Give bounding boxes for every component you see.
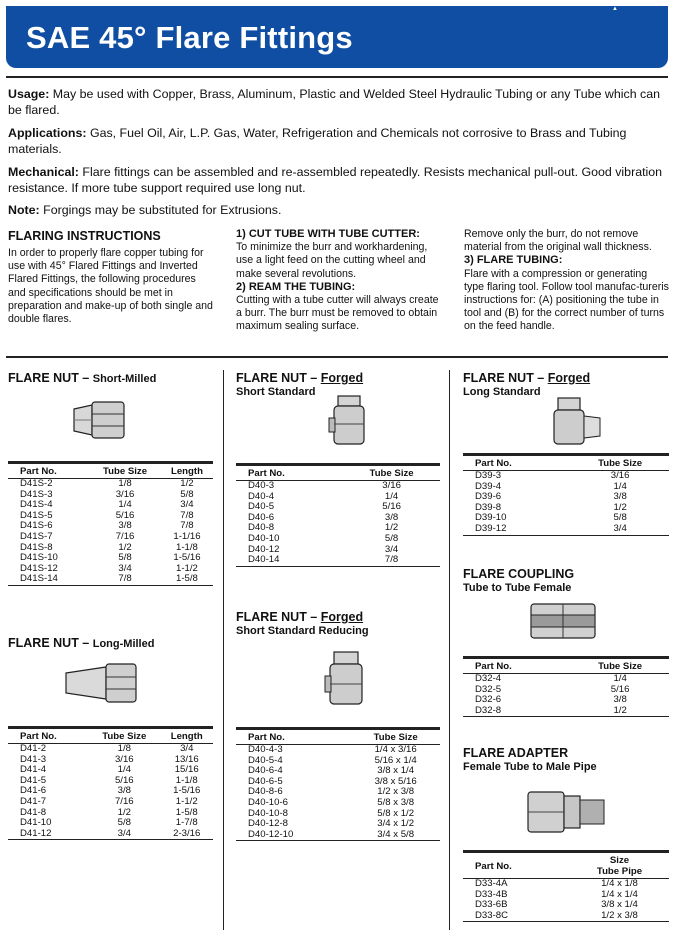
mechanical-label: Mechanical: (8, 165, 79, 179)
table-cell: 1/4 (117, 764, 131, 776)
table-cell: 1/2 (384, 522, 399, 534)
table-cell: 5/8 (117, 817, 131, 829)
coupling-section (463, 567, 574, 594)
table-cell: 1-5/8 (175, 806, 198, 818)
step3-title: 3) FLARE TUBING: (464, 254, 563, 267)
part-number-cell: D32-8 (463, 706, 571, 717)
table-cell: 2-3/16 (160, 829, 213, 840)
step2-title: 2) REAM THE TUBING: (236, 280, 356, 293)
table-cell: 1/4 (613, 480, 627, 492)
section-title (8, 371, 156, 385)
table-cell: 3/4 (180, 743, 194, 754)
part-number-cell: D32-4 (475, 673, 502, 684)
part-number-cell: D40-4 (248, 490, 275, 502)
table-cell: 1-7/8 (175, 817, 198, 829)
table-row (236, 534, 440, 545)
table-cell: 1/2 (613, 501, 627, 513)
table-row (463, 706, 669, 717)
coupling-table (463, 656, 669, 717)
instructions-col3 (464, 228, 669, 334)
table-row (8, 797, 213, 808)
table-cell: 3/8 (613, 694, 627, 706)
part-number-cell: D40-14 (236, 555, 343, 566)
section-title (8, 636, 154, 650)
column-header: Length (161, 463, 213, 479)
column-header: Tube Size (343, 465, 440, 481)
table-row (8, 532, 213, 543)
table-cell: 7/16 (115, 530, 135, 542)
table-cell: 1-1/2 (176, 562, 198, 574)
table-cell: 1/8 (117, 743, 131, 754)
part-number-cell: D40-12-10 (236, 830, 351, 841)
corner-arrow-icon: ▲ (612, 6, 618, 12)
table-row (8, 574, 213, 585)
title-banner (6, 6, 668, 68)
short-reducing-section (236, 610, 369, 637)
table-cell: 5/16 (114, 774, 134, 786)
part-number-cell: D40-8-6 (248, 786, 283, 798)
section-title: FLARE COUPLING (463, 567, 575, 581)
part-number-cell: D40-10-8 (248, 807, 288, 819)
table-cell: 5/16 (382, 501, 401, 513)
part-number-cell: D41S-5 (20, 509, 53, 521)
table-row (236, 830, 440, 841)
long-milled-flare-nut-image (62, 660, 142, 706)
part-number-cell: D39-12 (463, 524, 571, 535)
section-subtitle: Short Standard Reducing (236, 625, 369, 637)
part-number-cell: D40-4-3 (248, 744, 283, 755)
section-title-main: FLARE NUT – (236, 371, 318, 385)
section-title-main: FLARE NUT – (8, 371, 90, 385)
part-number-cell: D41-7 (20, 795, 47, 807)
part-number-cell: D41-6 (20, 785, 47, 797)
table-cell: 1/2 (571, 706, 669, 717)
applications-label: Applications: (8, 126, 87, 140)
usage-label: Usage: (8, 87, 50, 101)
section-title-suffix: Forged (320, 610, 364, 624)
table-cell: 1/8 (118, 478, 132, 489)
part-number-cell: D40-12 (248, 543, 280, 555)
table-cell: 3/8 (613, 491, 627, 503)
table-row (8, 744, 213, 755)
table-cell: 5/16 x 1/4 (374, 754, 417, 766)
short-milled-table (8, 461, 213, 586)
short-milled-flare-nut-image (70, 397, 132, 443)
step1-title: 1) CUT TUBE WITH TUBE CUTTER: (236, 228, 420, 240)
mechanical-text: Flare fittings can be assembled and re-assembled repeatedly. Resists mechanical pull-out. Good vibration resistance. If more tube support required use long nut. (8, 165, 663, 195)
step1-text: To minimize the burr and workhardening, use a light feed on the cutting wheel and make several revolutions. (236, 241, 428, 280)
table-cell: 7/8 (180, 509, 194, 521)
table-cell: 3/16 (114, 753, 134, 765)
table-cell: 5/8 (180, 488, 194, 500)
table-row (236, 555, 440, 566)
table-cell: 3/4 (571, 524, 669, 535)
table-cell: 5/8 (118, 552, 132, 564)
part-number-cell: D41S-8 (20, 541, 53, 553)
table-cell: 3/4 x 5/8 (351, 830, 440, 841)
section-title (236, 610, 369, 624)
table-cell: 3/4 (88, 829, 160, 840)
column-header: Part No. (463, 852, 570, 879)
part-number-cell: D40-5 (248, 501, 275, 513)
table-row (463, 879, 669, 890)
section-subtitle: Tube to Tube Female (463, 582, 572, 594)
part-number-cell: D41-2 (20, 743, 47, 754)
table-cell: 1/4 (613, 673, 627, 684)
part-number-cell: D40-3 (248, 480, 275, 491)
section-title-suffix: Forged (547, 371, 591, 385)
section-subtitle: Short Standard (236, 386, 316, 398)
part-number-cell: D32-6 (475, 694, 502, 706)
part-number-cell: D33-4B (475, 888, 508, 900)
table-cell: 1-1/16 (173, 530, 201, 542)
table-cell: 15/16 (174, 764, 199, 776)
column-header: Tube Size (89, 463, 161, 479)
table-cell: 3/8 x 1/4 (377, 765, 415, 777)
part-number-cell: D40-8 (248, 522, 275, 534)
table-cell: 1-5/16 (173, 785, 201, 797)
column-divider (449, 370, 450, 930)
table-cell: 5/8 (613, 512, 627, 524)
column-header: Part No. (463, 658, 571, 674)
mechanical-paragraph (8, 165, 668, 196)
part-number-cell: D39-3 (475, 470, 502, 481)
section-title-main: FLARE NUT – (8, 636, 90, 650)
section-title-suffix: Short-Milled (92, 373, 157, 385)
table-cell: 1/2 x 3/8 (377, 786, 415, 798)
column-header: Part No. (8, 463, 89, 479)
table-cell: 5/16 (610, 683, 630, 695)
flare-adapter-image (524, 782, 608, 842)
part-number-cell: D33-6B (475, 899, 508, 911)
table-cell: 3/8 (117, 785, 131, 797)
table-cell: 3/8 x 5/16 (374, 775, 417, 787)
table-cell: 7/8 (343, 555, 440, 566)
part-number-cell: D40-12-8 (248, 818, 288, 830)
instructions-col2 (236, 228, 446, 334)
part-number-cell: D41-8 (20, 806, 47, 818)
table-cell: 1-5/16 (173, 552, 201, 564)
divider (6, 76, 668, 78)
table-cell: 13/16 (174, 753, 199, 765)
column-header: Part No. (236, 729, 351, 745)
column-header-line: Size (609, 855, 630, 866)
table-cell: 3/4 (180, 499, 194, 511)
table-cell: 7/8 (180, 520, 194, 532)
column-header: Length (160, 728, 213, 744)
flaring-instructions-heading: FLARING INSTRUCTIONS (8, 229, 161, 243)
section-title (463, 371, 590, 385)
page-title: SAE 45° Flare Fittings (26, 20, 353, 55)
table-cell: 1-1/2 (175, 795, 198, 807)
table-cell: 7/8 (89, 574, 161, 585)
step3-text: Flare with a compression or generating type flaring tool. Follow tool manufac-tureris instructions for: (A) positioning the tube in tool and (B) for the correct number of turns on the feed handle. (464, 267, 669, 333)
usage-paragraph (8, 87, 668, 118)
table-cell: 1-1/8 (175, 774, 198, 786)
section-subtitle: Female Tube to Male Pipe (463, 761, 597, 773)
part-number-cell: D40-10-6 (248, 796, 288, 808)
part-number-cell: D41-10 (20, 817, 52, 829)
table-cell: 1-5/8 (161, 574, 213, 585)
long-milled-section (8, 636, 154, 650)
table-cell: 3/8 (384, 511, 399, 523)
table-cell: 5/8 (384, 532, 399, 544)
part-number-cell: D33-4A (475, 878, 508, 889)
part-number-cell: D41-4 (20, 764, 47, 776)
table-cell: 3/16 (610, 470, 630, 481)
column-header: Tube Size (571, 455, 669, 471)
note-text: Forgings may be substituted for Extrusions. (43, 203, 282, 217)
table-cell: 1/2 (118, 541, 132, 553)
part-number-cell: D41S-4 (20, 499, 53, 511)
step2-continued-text: Remove only the burr, do not remove material from the original wall thickness. (464, 228, 652, 254)
column-header: Tube Size (571, 658, 669, 674)
table-row (236, 745, 440, 756)
part-number-cell: D40-6-5 (248, 775, 283, 787)
section-title-main: FLARE NUT – (236, 610, 318, 624)
column-header: Part No. (236, 465, 343, 481)
part-number-cell: D40-6-4 (248, 765, 283, 777)
column-divider (223, 370, 224, 930)
part-number-cell: D41S-7 (20, 530, 53, 542)
adapter-section (463, 746, 597, 773)
part-number-cell: D39-10 (475, 512, 507, 524)
applications-text: Gas, Fuel Oil, Air, L.P. Gas, Water, Refrigeration and Chemicals not corrosive to Brass and Tubing materials. (8, 126, 627, 156)
instructions-col1: In order to properly flare copper tubing for use with 45° Flared Fittings and Inverted Flared Fittings, the following procedures and specifications should be met in preparation and make-up of both single and double flares. (8, 247, 213, 326)
table-row (8, 829, 213, 840)
part-number-cell: D39-6 (475, 491, 502, 503)
part-number-cell: D41-5 (20, 774, 47, 786)
table-cell: 5/8 x 1/2 (377, 807, 415, 819)
part-number-cell: D39-8 (475, 501, 502, 513)
column-header-line: Tube Pipe (596, 866, 643, 877)
section-title-suffix: Forged (320, 371, 364, 385)
section-title (236, 371, 363, 385)
part-number-cell: D41S-12 (20, 562, 58, 574)
table-cell: 3/16 (115, 488, 135, 500)
table-cell: 1/4 x 1/4 (601, 888, 638, 900)
table-row (463, 911, 669, 922)
column-header: Tube Size (88, 728, 160, 744)
part-number-cell: D41S-2 (20, 478, 53, 489)
table-row (463, 674, 669, 685)
section-title: FLARE ADAPTER (463, 746, 569, 760)
step2-text: Cutting with a tube cutter will always create a burr. The burr must be removed to obtain maximum sealing surface. (236, 294, 439, 333)
table-cell: 3/8 (118, 520, 132, 532)
part-number-cell: D40-6 (248, 511, 275, 523)
column-header: Part No. (463, 455, 571, 471)
section-title-suffix: Long-Milled (92, 638, 155, 650)
usage-text: May be used with Copper, Brass, Aluminum, Plastic and Welded Steel Hydraulic Tubing or any Tube which can be flared. (8, 87, 661, 117)
table-cell: 5/8 x 3/8 (377, 796, 415, 808)
table-cell: 1/4 (118, 499, 132, 511)
forged-long-standard-nut-image (548, 392, 604, 450)
part-number-cell: D33-8C (463, 911, 570, 922)
part-number-cell: D41-3 (20, 753, 47, 765)
column-header: Part No. (8, 728, 88, 744)
long-standard-table (463, 453, 669, 536)
table-cell: 3/16 (382, 480, 401, 491)
section-title-main: FLARE NUT – (463, 371, 545, 385)
column-header (570, 852, 669, 879)
table-cell: 3/4 x 1/2 (377, 818, 415, 830)
flare-coupling-image (527, 598, 599, 644)
forged-reducing-nut-image (322, 648, 370, 710)
table-cell: 1/4 x 3/16 (374, 744, 417, 755)
table-row (8, 479, 213, 490)
table-row (236, 798, 440, 809)
divider (6, 356, 668, 358)
table-cell: 7/16 (114, 795, 134, 807)
long-milled-table (8, 726, 213, 840)
part-number-cell: D41-12 (8, 829, 88, 840)
table-cell: 5/16 (115, 509, 135, 521)
applications-paragraph (8, 126, 668, 157)
column-header: Tube Size (351, 729, 440, 745)
table-cell: 3/8 x 1/4 (601, 899, 638, 911)
table-row (463, 524, 669, 535)
table-cell: 1/4 (384, 490, 399, 502)
note-label: Note: (8, 203, 40, 217)
part-number-cell: D40-10 (248, 532, 280, 544)
table-row (463, 471, 669, 482)
part-number-cell: D40-5-4 (248, 754, 283, 766)
table-cell: 3/4 (384, 543, 399, 555)
table-cell: 1/2 x 3/8 (570, 911, 669, 922)
table-cell: 1-1/8 (176, 541, 198, 553)
table-cell: 1/4 x 1/8 (601, 878, 638, 889)
part-number-cell: D41S-14 (8, 574, 89, 585)
section-subtitle: Long Standard (463, 386, 541, 398)
note-paragraph (8, 203, 668, 219)
short-reducing-table (236, 727, 440, 841)
table-cell: 1/2 (117, 806, 131, 818)
part-number-cell: D32-5 (475, 683, 502, 695)
part-number-cell: D41S-3 (20, 488, 53, 500)
short-standard-table (236, 463, 440, 567)
part-number-cell: D41S-10 (20, 552, 58, 564)
part-number-cell: D39-4 (475, 480, 502, 492)
forged-short-standard-nut-image (326, 392, 372, 450)
adapter-table (463, 850, 669, 922)
table-cell: 3/4 (118, 562, 132, 574)
table-cell: 1/2 (180, 478, 194, 489)
part-number-cell: D41S-6 (20, 520, 53, 532)
short-milled-section (8, 371, 156, 385)
table-row (236, 481, 440, 492)
